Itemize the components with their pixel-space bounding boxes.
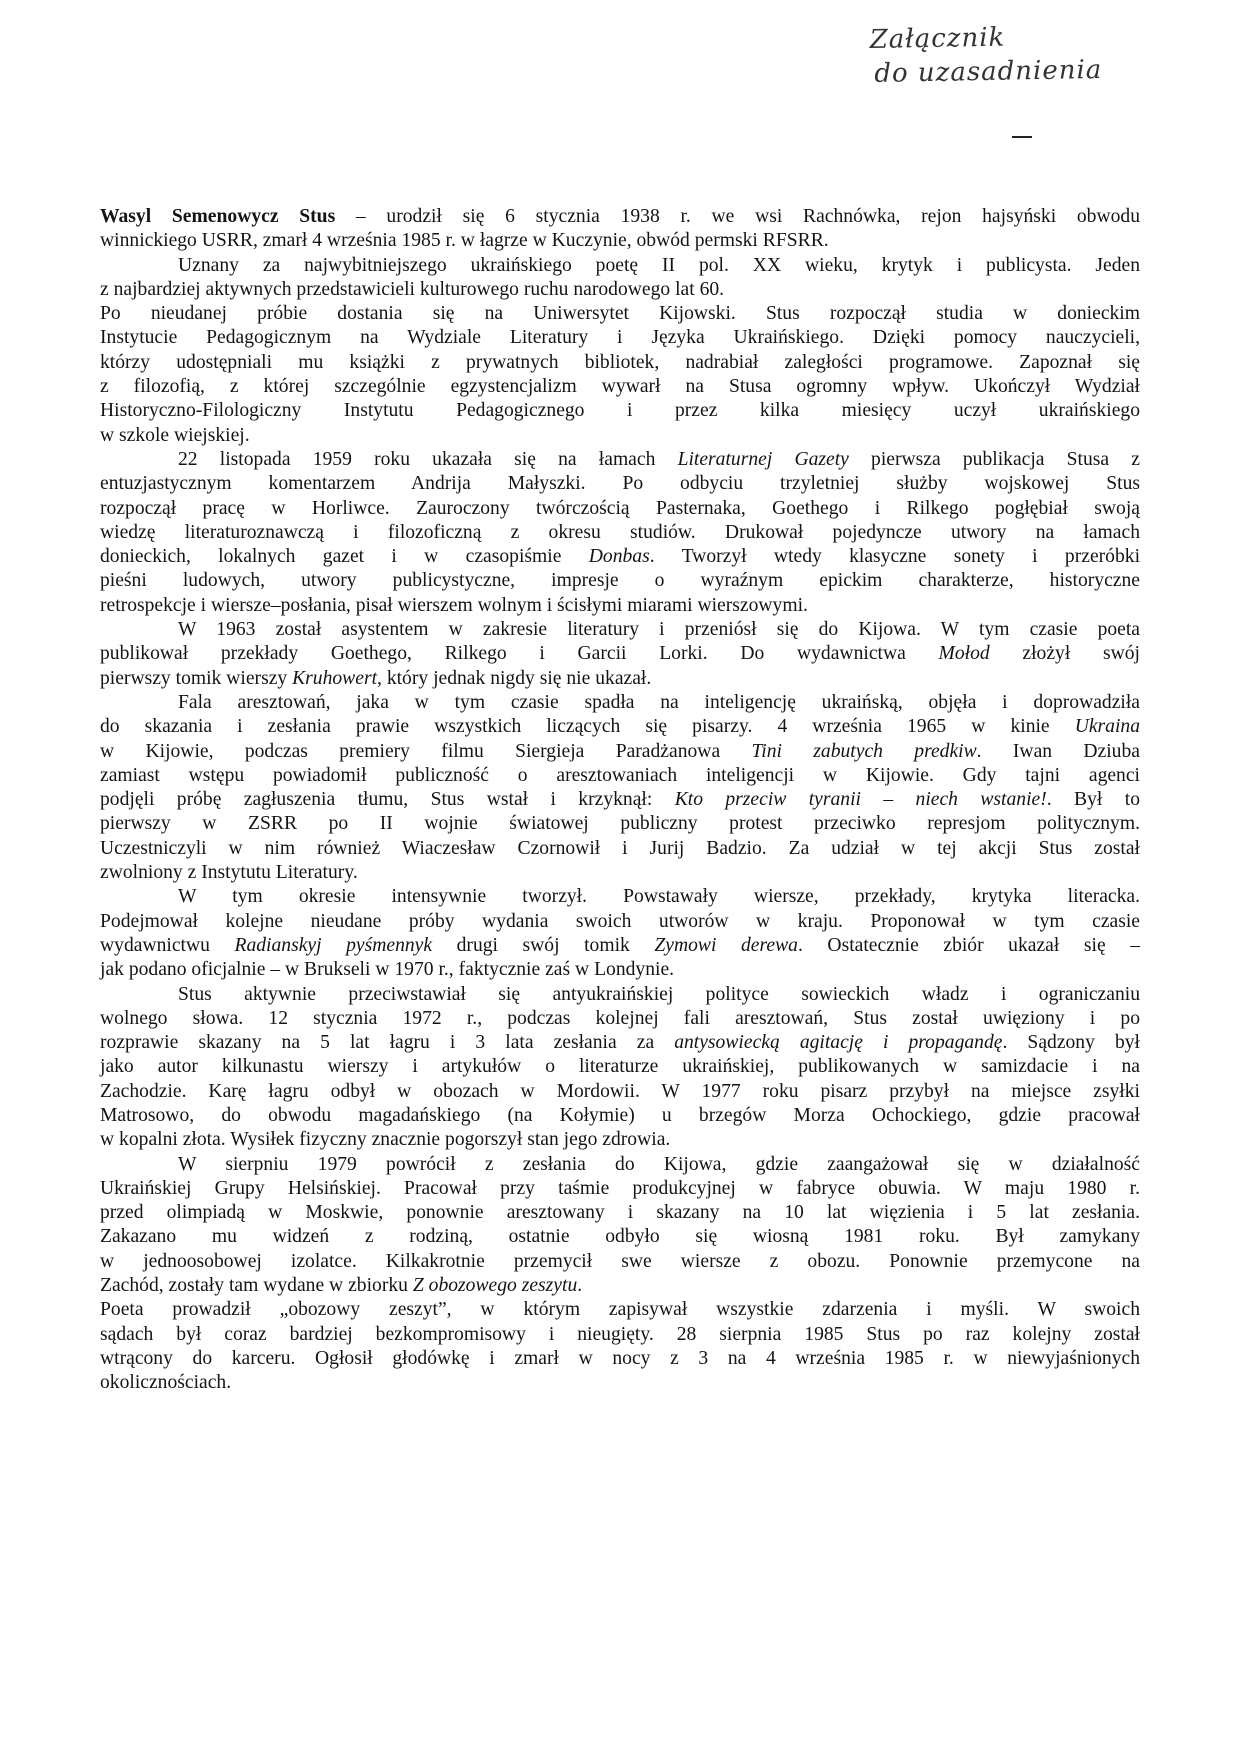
text-line: Zachodzie. Karę łagru odbył w obozach w Mordowii. W 1977 roku pisarz przybył na miejsce zsyłki (100, 1080, 1140, 1102)
text-line: pieśni ludowych, utwory publicystyczne, impresje o wyraźnym epickim charakterze, historyczne (100, 570, 1140, 592)
text-line: którzy udostępniali mu książki z prywatnych bibliotek, nadrabiał zaległości programowe. Zapoznał się (100, 351, 1140, 373)
italic-title: Zymowi derewa (654, 934, 798, 956)
person-name: Wasyl Semenowycz Stus (100, 206, 336, 227)
text-line: Podejmował kolejne nieudane próby wydania swoich utworów w kraju. Proponował w tym czasie (100, 910, 1140, 932)
text-line: Uznany za najwybitniejszego ukraińskiego poetę II pol. XX wieku, krytyk i publicysta. Jeden (178, 254, 1140, 276)
italic-title: Kto przeciw tyranii – niech wstanie! (674, 789, 1047, 811)
text-line: Po nieudanej próbie dostania się na Uniwersytet Kijowski. Stus rozpoczął studia w donieckim (100, 303, 1140, 325)
handwritten-annotation (869, 17, 1210, 91)
italic-title: Tini zabutych predkiw (751, 740, 977, 762)
text-line: publikował przekłady Goethego, Rilkego i Garcii Lorki. Do wydawnictwa Mołod złożył swój (100, 643, 1140, 665)
text-line: pierwszy w ZSRR po II wojnie światowej publiczny protest przeciwko represjom politycznym. (100, 813, 1140, 835)
text-line: do skazania i zesłania prawie wszystkich liczących się pisarzy. 4 września 1965 w kinie Ukraina (100, 716, 1140, 738)
text-line: w jednoosobowej izolatce. Kilkakrotnie przemycił swe wiersze z obozu. Ponownie przemycone na (100, 1250, 1140, 1272)
text-line: Zachód, zostały tam wydane w zbiorku Z obozowego zeszytu. (100, 1275, 583, 1297)
text-line: rozprawie skazany na 5 lat łagru i 3 lata zesłania za antysowiecką agitację i propagandę. Sądzony był (100, 1032, 1140, 1054)
text-line: wydawnictwu Radianskyj pyśmennyk drugi swój tomik Zymowi derewa. Ostatecznie zbiór ukazał się – (100, 934, 1140, 956)
text-line: zwolniony z Instytutu Literatury. (100, 862, 358, 884)
italic-title: Z obozowego zeszytu (412, 1275, 578, 1297)
text-line: w szkole wiejskiej. (100, 424, 250, 446)
text-line: okolicznościach. (100, 1372, 232, 1394)
text-line: entuzjastycznym komentarzem Andrija Małyszki. Po odbyciu trzyletniej służby wojskowej Stus (100, 473, 1140, 495)
text-line: winnickiego USRR, zmarł 4 września 1985 r. w łagrze w Kuczynie, obwód permski RFSRR. (100, 230, 829, 252)
handwritten-line-2: do uzasadnienia (874, 54, 1103, 89)
text-line: sądach był coraz bardziej bezkompromisowy i nieugięty. 28 sierpnia 1985 Stus po raz kolejny został (100, 1323, 1140, 1345)
text-line: w kopalni złota. Wysiłek fizyczny znacznie pogorszył stan jego zdrowia. (100, 1129, 671, 1151)
text-line: Zakazano mu widzeń z rodziną, ostatnie odbyło się wiosną 1981 roku. Był zamykany (100, 1226, 1140, 1248)
text-line: retrospekcje i wiersze–posłania, pisał wierszem wolnym i ścisłymi miarami wierszowymi. (100, 594, 808, 616)
text-line: Wasyl Semenowycz Stus – urodził się 6 stycznia 1938 r. we wsi Rachnówka, rejon hajsyński obwodu (100, 206, 1141, 227)
text-line: zamiast wstępu powiadomił publiczność o aresztowaniach inteligencji w Kijowie. Gdy tajni agenci (100, 764, 1140, 786)
text-line: Ukraińskiej Grupy Helsińskiej. Pracował przy taśmie produkcyjnej w fabryce obuwia. W maju 1980 r. (100, 1177, 1140, 1199)
italic-title: Mołod (938, 643, 990, 665)
text-line: donieckich, lokalnych gazet i w czasopiśmie Donbas. Tworzył wtedy klasyczne sonety i przeróbki (100, 546, 1141, 568)
text-line: rozpoczął pracę w Horliwce. Zauroczony twórczością Pasternaka, Goethego i Rilkego pogłębiał swoją (100, 497, 1140, 519)
text-line: Matrosowo, do obwodu magadańskiego (na Kołymie) u brzegów Morza Ochockiego, gdzie pracował (100, 1104, 1140, 1126)
text-line: wtrącony do karceru. Ogłosił głodówkę i zmarł w nocy z 3 na 4 września 1985 r. w niewyjaśnionych (100, 1347, 1140, 1369)
text-line: Fala aresztowań, jaka w tym czasie spadła na inteligencję ukraińską, objęła i doprowadziła (178, 691, 1140, 713)
text-line: wolnego słowa. 12 stycznia 1972 r., podczas kolejnej fali aresztowań, Stus został uwięziony i po (100, 1007, 1140, 1029)
text-line: Instytucie Pedagogicznym na Wydziale Literatury i Języka Ukraińskiego. Dzięki pomocy nauczycieli, (100, 327, 1140, 349)
text-line: Uczestniczyli w nim również Wiaczesław Czornowił i Jurij Badzio. Za udział w tej akcji Stus został (100, 837, 1140, 859)
text-line: przed olimpiadą w Moskwie, ponownie aresztowany i skazany na 10 lat więzienia i 5 lat zesłania. (100, 1202, 1140, 1224)
text-line: jak podano oficjalnie – w Brukseli w 1970 r., faktycznie zaś w Londynie. (100, 959, 675, 981)
text-line: podjęli próbę zagłuszenia tłumu, Stus wstał i krzyknął: Kto przeciw tyranii – niech wstanie!. Był to (100, 789, 1140, 811)
text-line: w Kijowie, podczas premiery filmu Siergieja Paradżanowa Tini zabutych predkiw. Iwan Dziuba (100, 740, 1140, 762)
document-body (100, 205, 1140, 1396)
italic-title: Ukraina (1074, 716, 1140, 738)
text-line: Poeta prowadził „obozowy zeszyt”, w którym zapisywał wszystkie zdarzenia i myśli. W swoich (100, 1299, 1140, 1321)
text-line: jako autor kilkunastu wierszy i artykułów o literaturze ukraińskiej, publikowanych w samizdacie i na (100, 1056, 1140, 1078)
pen-mark (1012, 136, 1032, 138)
text-line: Historyczno-Filologiczny Instytutu Pedagogicznego i przez kilka miesięcy uczył ukraińskiego (100, 400, 1140, 422)
italic-title: Radianskyj pyśmennyk (234, 934, 433, 956)
text-line: wiedzę literaturoznawczą i filozoficzną z okresu studiów. Drukował pojedyncze utwory na łamach (100, 521, 1140, 543)
italic-title: Donbas (588, 546, 650, 568)
text-line: W 1963 został asystentem w zakresie literatury i przeniósł się do Kijowa. W tym czasie poeta (178, 619, 1140, 641)
text-line: z najbardziej aktywnych przedstawicieli kulturowego ruchu narodowego lat 60. (100, 278, 725, 300)
italic-title: antysowiecką agitację i propagandę (674, 1032, 1003, 1054)
text-line: W tym okresie intensywnie tworzył. Powstawały wiersze, przekłady, krytyka literacka. (178, 886, 1140, 908)
italic-title: Literaturnej Gazety (677, 448, 849, 470)
italic-title: Kruhowert (292, 667, 378, 689)
text-line: Stus aktywnie przeciwstawiał się antyukraińskiej polityce sowieckich władz i ograniczaniu (178, 983, 1140, 1005)
text-line: W sierpniu 1979 powrócił z zesłania do Kijowa, gdzie zaangażował się w działalność (178, 1153, 1140, 1175)
text-line: pierwszy tomik wierszy Kruhowert, który jednak nigdy się nie ukazał. (100, 667, 652, 689)
text-line: 22 listopada 1959 roku ukazała się na łamach Literaturnej Gazety pierwsza publikacja Stusa z (178, 448, 1141, 470)
text-line: z filozofią, z której szczególnie egzystencjalizm wywarł na Stusa ogromny wpływ. Ukończył Wydział (100, 376, 1140, 398)
handwritten-line-1: Załącznik (869, 22, 1006, 55)
